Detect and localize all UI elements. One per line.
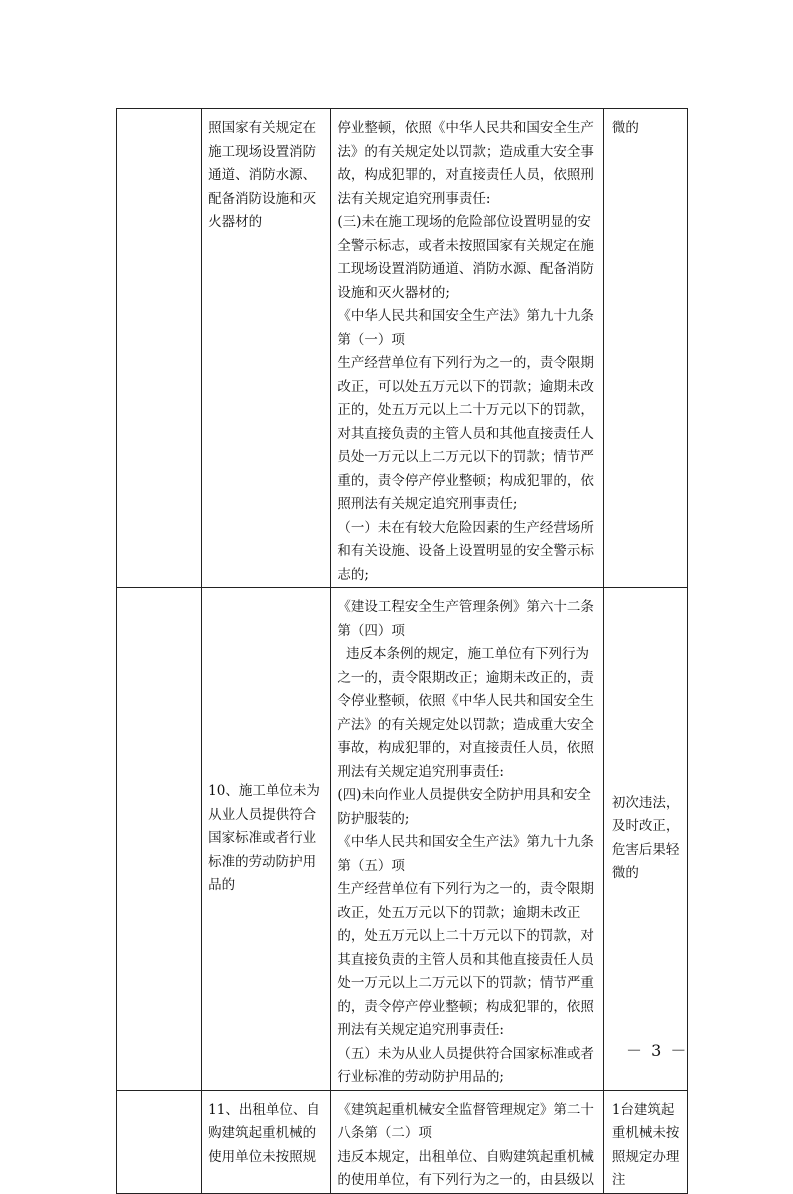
behavior-cell: 照国家有关规定在施工现场设置消防通道、消防水源、配备消防设施和灭火器材的 [202, 109, 331, 588]
item-cell [117, 1090, 202, 1193]
table-row [117, 1090, 688, 1193]
behavior-cell: 10、施工单位未为从业人员提供符合国家标准或者行业标准的劳动防护用品的 [202, 588, 331, 1091]
condition-cell: 1台建筑起重机械未按照规定办理注 [603, 1090, 687, 1193]
legal-basis-cell: 《建筑起重机械安全监督管理规定》第二十八条第（二）项 违反本规定，出租单位、自购建筑起重机械的使用单位，有下列行为之一的，由县级以 [331, 1090, 603, 1193]
item-cell [117, 588, 202, 1091]
page-number: － 3 － [626, 1041, 689, 1060]
legal-basis-cell: 停业整顿，依照《中华人民共和国安全生产法》的有关规定处以罚款；造成重大安全事故，构成犯罪的，对直接责任人员，依照刑法有关规定追究刑事责任: (三)未在施工现场的危险部位设置明显的安全警示标志，或者未按照国家有关规定在施工现场设置消防通道、消防水源、配备消防设施和灭火器材的; 《中华人民共和国安全生产法》第九十九条第（一）项 生产经营单位有下列行为之一的，责令限期改正，可以处五万元以下的罚款；逾期未改正的，处五万元以上二十万元以下的罚款，对其直接负责的主管人员和其他直接责任人员处一万元以上二万元以下的罚款；情节严重的，责令停产停业整顿；构成犯罪的，依照刑法有关规定追究刑事责任; （一）未在有较大危险因素的生产经营场所和有关设施、设备上设置明显的安全警示标志的; [331, 109, 603, 588]
item-cell [117, 109, 202, 588]
table-row [117, 109, 688, 588]
behavior-cell: 11、出租单位、自购建筑起重机械的使用单位未按照规 [202, 1090, 331, 1193]
condition-cell: 初次违法，及时改正，危害后果轻微的 [603, 588, 687, 1091]
penalty-table [116, 108, 688, 1194]
table-row [117, 588, 688, 1091]
legal-basis-cell: 《建设工程安全生产管理条例》第六十二条第（四）项 违反本条例的规定，施工单位有下列行为之一的，责令限期改正；逾期未改正的，责令停业整顿，依照《中华人民共和国安全生产法》的有关规定处以罚款；造成重大安全事故，构成犯罪的，对直接责任人员，依照刑法有关规定追究刑事责任: (四)未向作业人员提供安全防护用具和安全防护服装的; 《中华人民共和国安全生产法》第九十九条第（五）项 生产经营单位有下列行为之一的，责令限期改正，处五万元以下的罚款；逾期未改正的，处五万元以上二十万元以下的罚款，对其直接负责的主管人员和其他直接责任人员处一万元以上二万元以下的罚款；情节严重的，责令停产停业整顿；构成犯罪的，依照刑法有关规定追究刑事责任: （五）未为从业人员提供符合国家标准或者行业标准的劳动防护用品的; [331, 588, 603, 1091]
condition-cell: 微的 [603, 109, 687, 588]
